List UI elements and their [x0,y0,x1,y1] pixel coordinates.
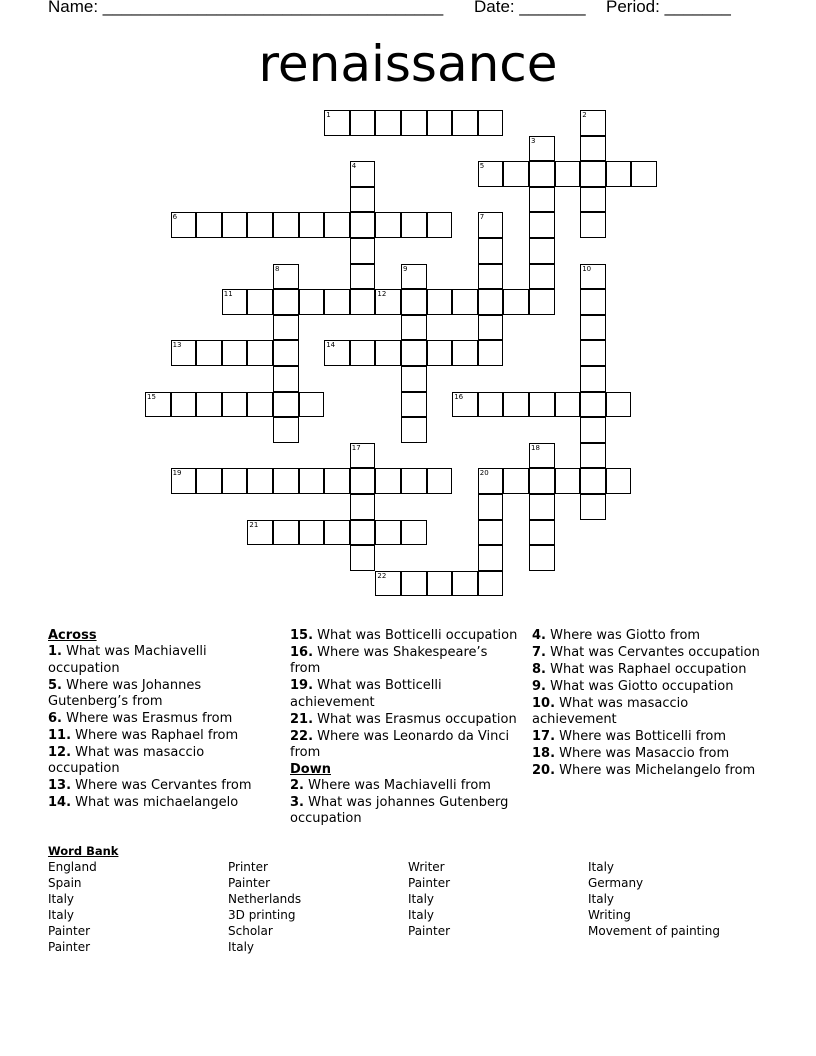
clue-number: 8. [532,661,546,677]
crossword-cell[interactable] [555,161,581,187]
clue [290,778,520,794]
clue-text: What was Botticelli occupation [317,628,518,643]
word-bank-heading: Word Bank [48,844,119,858]
cell-number: 3 [531,136,536,145]
crossword-cell[interactable] [580,264,606,290]
clue [532,746,762,762]
cell-number: 19 [172,469,182,478]
clue-number: 5. [48,677,62,693]
crossword-cell[interactable] [247,289,273,315]
crossword-cell[interactable] [529,289,555,315]
clue-text: Where was Masaccio from [559,746,730,762]
crossword-cell[interactable] [350,264,376,290]
clue-number: 22. [290,728,314,744]
word-bank-item: Writing [588,908,631,922]
clue-text: What was Machiavelli occupation [48,644,207,676]
crossword-cell[interactable] [222,212,248,238]
clue-number: 6. [48,710,62,726]
cell-number: 7 [479,213,485,222]
page-title: renaissance [258,35,558,93]
crossword-cell[interactable] [273,340,299,366]
crossword-cell[interactable] [350,545,376,571]
clues-column-2 [290,628,520,828]
crossword-cell[interactable] [580,136,606,162]
crossword-cell[interactable] [580,315,606,341]
cell-number: 20 [479,469,489,478]
crossword-cell[interactable] [580,110,606,136]
clue [532,662,762,678]
clue [48,795,278,811]
crossword-cell[interactable] [478,392,504,418]
clue-text: Where was Johannes Gutenberg’s from [48,677,202,709]
crossword-cell[interactable] [196,468,222,494]
crossword-cell[interactable] [401,340,427,366]
cell-number: 15 [147,392,156,401]
word-bank-item: 3D printing [228,908,296,922]
crossword-cell[interactable] [427,468,453,494]
crossword-cell[interactable] [273,392,299,418]
crossword-cell[interactable] [478,340,504,366]
crossword-cell[interactable] [478,315,504,341]
clue-number: 19. [290,678,314,694]
crossword-cell[interactable] [375,468,401,494]
crossword-cell[interactable] [222,468,248,494]
cell-number: 17 [351,443,361,452]
crossword-cell[interactable] [273,520,299,546]
crossword-cell[interactable] [580,289,606,315]
clue-text: What was johannes Gutenberg occupation [290,795,509,827]
crossword-cell[interactable] [478,238,504,264]
crossword-cell[interactable] [529,212,555,238]
crossword-cell[interactable] [478,161,504,187]
crossword-cell[interactable] [580,212,606,238]
clue-number: 4. [532,628,546,643]
word-bank-item: Painter [408,924,451,938]
cell-number: 14 [326,341,336,350]
crossword-cell[interactable] [529,443,555,469]
clue [290,729,520,762]
clue-number: 7. [532,644,546,660]
clue-text: Where was Erasmus from [66,710,233,726]
crossword-cell[interactable] [350,212,376,238]
word-bank-item: Italy [48,892,75,906]
crossword-cell[interactable] [529,520,555,546]
clue-number: 9. [532,678,546,694]
word-bank-item: Italy [408,892,435,906]
clue-number: 12. [48,744,72,760]
word-bank-item: Germany [588,876,644,890]
crossword-cell[interactable] [375,520,401,546]
crossword-cell[interactable] [273,468,299,494]
crossword-cell[interactable] [171,340,197,366]
crossword-cell[interactable] [580,161,606,187]
crossword-cell[interactable] [631,161,657,187]
clue-text: Where was Leonardo da Vinci from [290,728,510,760]
clue-text: What was Erasmus occupation [317,711,517,727]
clue-text: Where was Shakespeare’s from [290,644,488,677]
crossword-cell[interactable] [580,468,606,494]
crossword-cell[interactable] [273,289,299,315]
crossword-cell[interactable] [580,494,606,520]
clue [48,678,278,711]
crossword-cell[interactable] [427,110,453,136]
crossword-cell[interactable] [427,571,453,597]
word-bank-item: Painter [48,940,91,954]
crossword-cell[interactable] [503,161,529,187]
crossword-cell[interactable] [401,520,427,546]
crossword-cell[interactable] [427,212,453,238]
clue [290,628,520,644]
crossword-cell[interactable] [401,264,427,290]
clue [48,728,278,744]
clue-number: 2. [290,778,304,794]
word-bank-item: England [48,860,97,874]
clue-text: What was Giotto occupation [550,678,734,694]
crossword-cell[interactable] [401,212,427,238]
word-bank-item: Painter [228,876,271,890]
clues-column-1 [48,628,278,812]
cell-number: 10 [582,264,592,273]
word-bank-item: Spain [48,876,82,890]
clue-number: 21. [290,711,314,727]
crossword-cell[interactable] [580,340,606,366]
crossword-cell[interactable] [529,136,555,162]
crossword-cell[interactable] [222,289,248,315]
crossword-cell[interactable] [478,289,504,315]
crossword-cell[interactable] [452,110,478,136]
crossword-cell[interactable] [401,417,427,443]
clue-number: 17. [532,729,556,745]
crossword-cell[interactable] [273,417,299,443]
crossword-cell[interactable] [299,520,325,546]
crossword-cell[interactable] [299,468,325,494]
clue-text: Where was Machiavelli from [308,778,491,794]
crossword-cell[interactable] [580,392,606,418]
crossword-cell[interactable] [529,187,555,213]
clue [48,644,278,677]
clues-column-3 [532,628,762,780]
crossword-cell[interactable] [247,212,273,238]
clue [48,745,278,778]
clue [532,696,762,729]
clue-number: 15. [290,628,314,643]
clue-text: Where was Cervantes from [75,778,252,794]
word-bank-item: Scholar [228,924,273,938]
crossword-cell[interactable] [606,392,632,418]
crossword-cell[interactable] [145,392,171,418]
clue-number: 1. [48,644,62,660]
clue-number: 18. [532,746,556,762]
name-field[interactable]: Name: ____________________________________ [48,0,444,16]
clue [290,678,520,711]
crossword-cell[interactable] [273,315,299,341]
crossword-cell[interactable] [299,289,325,315]
crossword-cell[interactable] [171,468,197,494]
cell-number: 16 [454,392,464,401]
crossword-cell[interactable] [350,238,376,264]
crossword-cell[interactable] [324,110,350,136]
clue-number: 13. [48,778,72,794]
clue [290,795,520,828]
crossword-cell[interactable] [247,520,273,546]
clue-text: Where was Botticelli from [559,729,727,745]
crossword-cell[interactable] [503,468,529,494]
crossword-cell[interactable] [401,392,427,418]
cell-number: 12 [377,290,387,299]
crossword-cell[interactable] [580,187,606,213]
crossword-cell[interactable] [580,366,606,392]
clue-number: 10. [532,695,556,711]
crossword-cell[interactable] [452,392,478,418]
word-bank-item: Italy [408,908,435,922]
clue-number: 3. [290,795,304,811]
crossword-cell[interactable] [171,212,197,238]
clue-number: 14. [48,795,72,811]
crossword-cell[interactable] [196,392,222,418]
crossword-cell[interactable] [401,571,427,597]
crossword-cell[interactable] [401,315,427,341]
crossword-cell[interactable] [375,110,401,136]
crossword-cell[interactable] [401,468,427,494]
cell-number: 13 [172,341,182,350]
crossword-cell[interactable] [503,289,529,315]
cell-number: 4 [351,162,357,171]
crossword-cell[interactable] [529,494,555,520]
date-field[interactable]: Date: _______ [474,0,586,16]
crossword-cell[interactable] [478,468,504,494]
crossword-cell[interactable] [324,212,350,238]
crossword-cell[interactable] [299,212,325,238]
cell-number: 1 [326,111,331,119]
cell-number: 21 [249,520,259,529]
cell-number: 2 [582,111,587,119]
crossword-cell[interactable] [478,545,504,571]
crossword-cell[interactable] [555,392,581,418]
crossword-cell[interactable] [273,366,299,392]
crossword-cell[interactable] [196,212,222,238]
cell-number: 8 [275,264,280,273]
clue [532,645,762,661]
crossword-cell[interactable] [350,161,376,187]
crossword-cell[interactable] [350,110,376,136]
word-bank-item: Italy [228,940,255,954]
clue [290,712,520,728]
crossword-cell[interactable] [427,340,453,366]
crossword-cell[interactable] [529,264,555,290]
crossword-cell[interactable] [478,520,504,546]
word-bank-item: Italy [48,908,75,922]
crossword-cell[interactable] [375,571,401,597]
clue [48,711,278,727]
crossword-cell[interactable] [171,392,197,418]
crossword-cell[interactable] [580,443,606,469]
clue-text: What was masaccio achievement [532,695,689,728]
word-bank-item: Writer [408,860,445,874]
cell-number: 11 [223,290,233,299]
word-bank-item: Painter [48,924,91,938]
clue [290,645,520,678]
clue-text: What was Cervantes occupation [550,644,760,660]
crossword-cell[interactable] [222,340,248,366]
word-bank-item: Netherlands [228,892,302,906]
crossword-cell[interactable] [196,340,222,366]
crossword-cell[interactable] [529,161,555,187]
crossword-cell[interactable] [375,289,401,315]
crossword-cell[interactable] [324,340,350,366]
crossword-cell[interactable] [222,392,248,418]
crossword-cell[interactable] [324,468,350,494]
crossword-cell[interactable] [452,340,478,366]
crossword-cell[interactable] [606,468,632,494]
clue-text: Where was Michelangelo from [559,763,756,779]
crossword-cell[interactable] [273,212,299,238]
crossword-cell[interactable] [503,392,529,418]
cell-number: 9 [403,264,408,273]
word-bank-item: Italy [588,860,615,874]
clue-number: 16. [290,644,314,660]
crossword-cell[interactable] [478,110,504,136]
crossword-cell[interactable] [529,392,555,418]
clue [532,729,762,745]
cell-number: 6 [172,213,178,222]
crossword-cell[interactable] [478,494,504,520]
crossword-cell[interactable] [350,340,376,366]
crossword-cell[interactable] [350,289,376,315]
word-bank-item: Movement of painting [588,924,720,938]
cell-number: 18 [531,443,540,452]
clue-text: What was michaelangelo [75,795,239,811]
clue [532,679,762,695]
word-bank-item: Italy [588,892,615,906]
crossword-cell[interactable] [427,289,453,315]
crossword-cell[interactable] [350,443,376,469]
clue-number: 11. [48,727,72,743]
crossword-cell[interactable] [452,289,478,315]
clue-text: Where was Raphael from [75,727,239,743]
crossword-cell[interactable] [247,468,273,494]
crossword-cell[interactable] [324,289,350,315]
clue-text: Where was Giotto from [550,628,701,643]
crossword-cell[interactable] [478,212,504,238]
clue [48,778,278,794]
crossword-cell[interactable] [299,392,325,418]
crossword-cell[interactable] [350,494,376,520]
crossword-cell[interactable] [478,571,504,597]
crossword-cell[interactable] [350,187,376,213]
crossword-cell[interactable] [247,340,273,366]
clue-number: 20. [532,763,556,779]
crossword-cell[interactable] [529,238,555,264]
crossword-cell[interactable] [401,289,427,315]
crossword-cell[interactable] [478,264,504,290]
clue-text: What was masaccio occupation [48,744,205,777]
crossword-cell[interactable] [375,340,401,366]
clue [532,763,762,779]
crossword-cell[interactable] [375,212,401,238]
cell-number: 22 [377,571,387,580]
word-bank-item: Painter [408,876,451,890]
crossword-cell[interactable] [324,520,350,546]
crossword-cell[interactable] [606,161,632,187]
down-heading: Down [290,761,331,777]
period-field[interactable]: Period: _______ [606,0,731,16]
crossword-cell[interactable] [273,264,299,290]
clue-text: What was Botticelli achievement [290,678,442,710]
crossword-cell[interactable] [401,110,427,136]
word-bank-column [588,859,720,939]
word-bank-column [408,859,450,939]
across-heading: Across [48,628,97,643]
crossword-cell[interactable] [529,545,555,571]
crossword-cell[interactable] [401,366,427,392]
crossword-cell[interactable] [580,417,606,443]
clue-text: What was Raphael occupation [550,661,747,677]
crossword-cell[interactable] [247,392,273,418]
crossword-cell[interactable] [350,520,376,546]
cell-number: 5 [479,162,485,171]
word-bank-column [48,859,97,955]
clue [532,628,762,644]
word-bank-column [228,859,301,955]
crossword-cell[interactable] [529,468,555,494]
crossword-cell[interactable] [350,468,376,494]
word-bank-item: Printer [228,860,268,874]
crossword-cell[interactable] [452,571,478,597]
crossword-cell[interactable] [555,468,581,494]
